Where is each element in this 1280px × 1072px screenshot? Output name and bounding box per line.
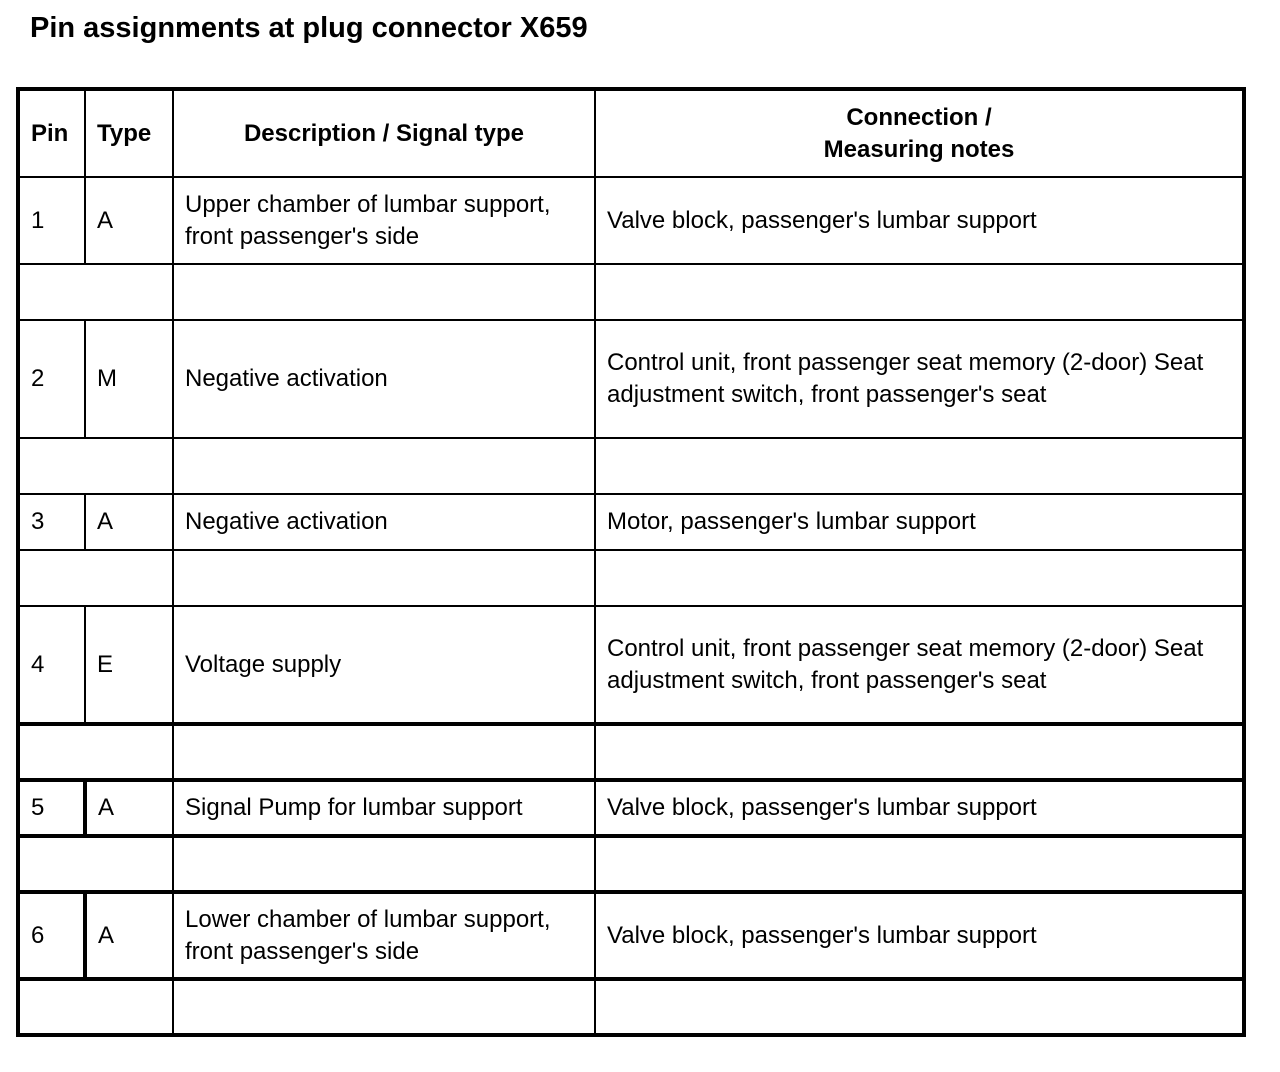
description-cell: Lower chamber of lumbar support, front passenger's side <box>173 892 595 979</box>
page-title: Pin assignments at plug connector X659 <box>30 12 588 44</box>
pin-cell: 5 <box>18 780 85 836</box>
spacer-cell <box>18 724 173 780</box>
type-cell: A <box>85 177 173 264</box>
connection-cell: Control unit, front passenger seat memory (2-door) Seat adjustment switch, front passenger's seat <box>595 606 1244 724</box>
pin-cell: 6 <box>18 892 85 979</box>
connection-cell: Valve block, passenger's lumbar support <box>595 892 1244 979</box>
pin-cell: 1 <box>18 177 85 264</box>
spacer-cell <box>595 724 1244 780</box>
table-row <box>18 606 1244 724</box>
spacer-cell <box>18 264 173 320</box>
header-pin: Pin <box>18 89 85 177</box>
connection-cell: Motor, passenger's lumbar support <box>595 494 1244 550</box>
description-cell: Voltage supply <box>173 606 595 724</box>
spacer-cell <box>18 438 173 494</box>
type-cell: A <box>85 494 173 550</box>
pin-cell: 3 <box>18 494 85 550</box>
spacer-cell <box>18 979 173 1035</box>
description-cell: Negative activation <box>173 494 595 550</box>
spacer-cell <box>18 550 173 606</box>
type-cell: E <box>85 606 173 724</box>
header-connection-line1: Connection / <box>846 103 992 131</box>
spacer-cell <box>173 979 595 1035</box>
description-cell: Upper chamber of lumbar support, front passenger's side <box>173 177 595 264</box>
spacer-cell <box>595 550 1244 606</box>
description-cell: Negative activation <box>173 320 595 438</box>
description-cell: Signal Pump for lumbar support <box>173 780 595 836</box>
connection-cell: Valve block, passenger's lumbar support <box>595 780 1244 836</box>
spacer-cell <box>595 438 1244 494</box>
type-cell: M <box>85 320 173 438</box>
table-row <box>18 177 1244 264</box>
spacer-row <box>18 724 1244 780</box>
pin-cell: 2 <box>18 320 85 438</box>
header-connection <box>595 89 1244 177</box>
header-connection-line2: Measuring notes <box>823 135 1015 163</box>
spacer-row <box>18 836 1244 892</box>
connection-cell: Valve block, passenger's lumbar support <box>595 177 1244 264</box>
type-cell: A <box>85 780 173 836</box>
table-row <box>18 494 1244 550</box>
type-cell: A <box>85 892 173 979</box>
header-type: Type <box>85 89 173 177</box>
spacer-row <box>18 264 1244 320</box>
spacer-row <box>18 438 1244 494</box>
connection-cell: Control unit, front passenger seat memory (2-door) Seat adjustment switch, front passenger's seat <box>595 320 1244 438</box>
table-row <box>18 780 1244 836</box>
spacer-cell <box>595 836 1244 892</box>
table-header-row <box>18 89 1244 177</box>
spacer-cell <box>173 550 595 606</box>
spacer-cell <box>595 264 1244 320</box>
spacer-cell <box>173 836 595 892</box>
spacer-cell <box>173 264 595 320</box>
spacer-row <box>18 550 1244 606</box>
table-row <box>18 892 1244 979</box>
spacer-cell <box>173 724 595 780</box>
pin-assignment-table <box>16 87 1246 1037</box>
pin-cell: 4 <box>18 606 85 724</box>
spacer-row <box>18 979 1244 1035</box>
spacer-cell <box>595 979 1244 1035</box>
spacer-cell <box>18 836 173 892</box>
spacer-cell <box>173 438 595 494</box>
table-row <box>18 320 1244 438</box>
header-description: Description / Signal type <box>173 89 595 177</box>
